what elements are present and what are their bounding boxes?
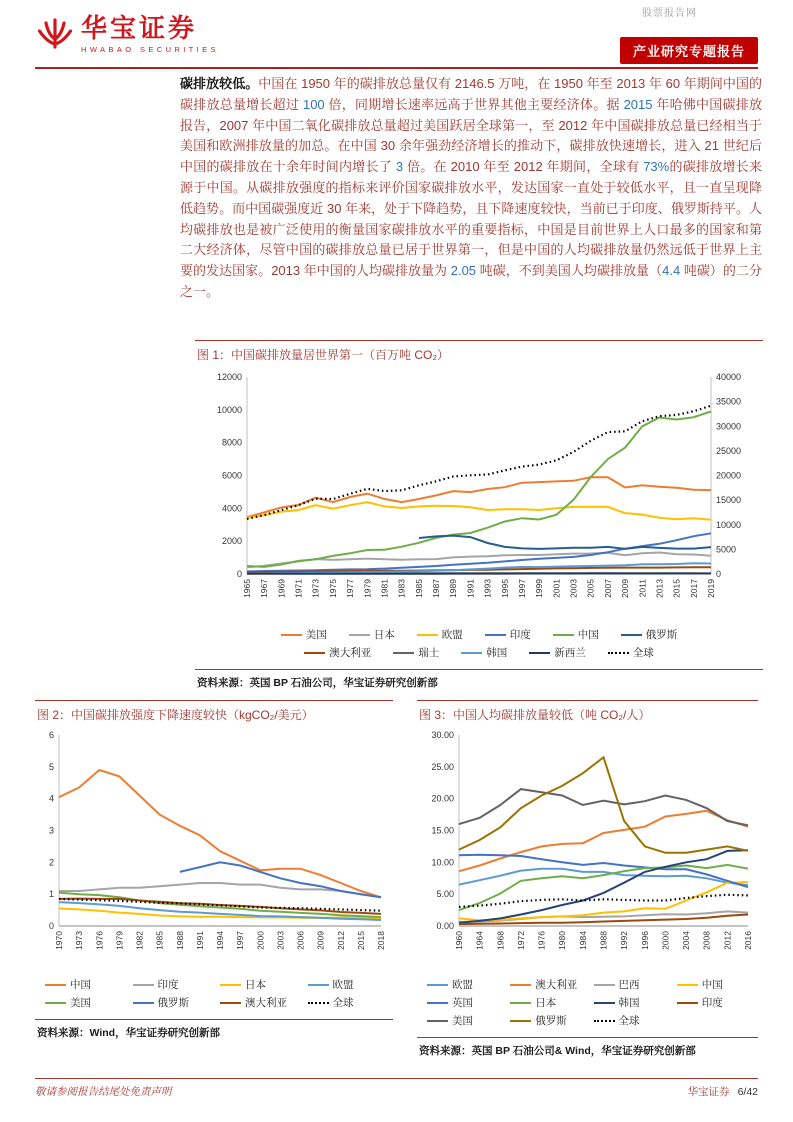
svg-text:30.00: 30.00 (431, 730, 454, 740)
legend-item-全球 (608, 645, 654, 660)
svg-text:2000: 2000 (221, 536, 242, 547)
legend-swatch (485, 634, 506, 636)
svg-text:1997: 1997 (516, 579, 527, 598)
legend-swatch (510, 1020, 531, 1022)
svg-text:0: 0 (236, 569, 242, 579)
svg-text:1969: 1969 (276, 579, 287, 598)
legend-row (417, 977, 758, 992)
legend-label: 瑞士 (418, 647, 440, 659)
svg-text:1972: 1972 (515, 931, 526, 950)
text-run: 倍。在 2010 年至 2012 年期间，全球有 (403, 159, 644, 175)
svg-text:1980: 1980 (557, 931, 568, 950)
body-paragraph (180, 74, 762, 303)
text-run: 中国在 1950 年的碳排放总量仅有 2146.5 万吨，在 1950 年至 2013 年 60 年期间中国的碳排放总量增长超过 (180, 76, 762, 112)
svg-text:2018: 2018 (376, 931, 386, 950)
legend-item-俄罗斯 (510, 1013, 567, 1028)
legend-item-中国 (677, 977, 723, 992)
huabao-logo-icon (35, 14, 75, 54)
legend-item-印度 (485, 627, 531, 642)
legend-swatch (529, 652, 550, 654)
legend-label: 澳大利亚 (245, 997, 287, 1009)
svg-text:1994: 1994 (215, 931, 225, 950)
svg-text:1976: 1976 (94, 931, 105, 950)
svg-text:2009: 2009 (315, 931, 326, 950)
svg-text:1988: 1988 (598, 931, 609, 950)
huabao-logo (35, 14, 219, 54)
svg-text:1968: 1968 (495, 931, 506, 950)
text-run: 4.4 (662, 263, 681, 279)
svg-text:4: 4 (48, 793, 54, 804)
svg-text:2003: 2003 (568, 579, 579, 598)
legend-item-美国 (45, 995, 91, 1010)
legend-swatch (594, 984, 615, 986)
svg-text:1996: 1996 (639, 931, 650, 950)
svg-text:2016: 2016 (743, 931, 753, 950)
svg-text:2001: 2001 (551, 579, 562, 598)
legend-item-澳大利亚 (220, 995, 287, 1010)
svg-text:2012: 2012 (722, 931, 733, 950)
svg-text:1991: 1991 (465, 579, 476, 598)
legend-item-中国 (553, 627, 599, 642)
legend-item-美国 (281, 627, 327, 642)
svg-text:25.00: 25.00 (431, 761, 454, 772)
svg-text:35000: 35000 (716, 396, 742, 407)
legend-row (35, 995, 393, 1010)
svg-text:40000: 40000 (716, 372, 742, 382)
svg-text:1985: 1985 (154, 931, 165, 950)
page-header (35, 14, 758, 66)
logo-name-cn: 华宝证券 (81, 13, 198, 44)
legend-label: 中国 (70, 979, 91, 991)
svg-text:1988: 1988 (174, 931, 185, 950)
legend-item-英国 (427, 995, 473, 1010)
legend-label: 欧盟 (452, 979, 473, 991)
series-lines (247, 406, 711, 574)
text-run: 2015 (623, 96, 653, 112)
svg-text:30000: 30000 (716, 421, 742, 432)
text-run: 的碳排放增长来源于中国。从碳排放强度的指标来评价国家碳排放水平，发达国家一直处于较低水平，且一直呈现降低趋势。而中国碳强度近 30 年来，处于下降趋势，且下降速度较快，当前已于印度、俄罗斯持平。人均碳排放也是被广泛使用的衡量国家碳排放水平的重要指标，中国是目前世界上人口最多的国家和第二大经济体，尽管中国的碳排放总量已居于世界第一，但是中国的人均碳排放量仍然远低于世界上主要的发达国家。2013 年中国的人均碳排放量为 (180, 159, 762, 279)
legend-item-韩国 (594, 995, 640, 1010)
svg-text:1982: 1982 (134, 931, 145, 950)
legend-item-日本 (510, 995, 556, 1010)
svg-text:10000: 10000 (716, 519, 742, 530)
svg-text:1964: 1964 (474, 931, 485, 950)
svg-text:2004: 2004 (681, 931, 692, 950)
x-axis-labels (454, 931, 753, 950)
legend-item-俄罗斯 (621, 627, 678, 642)
svg-text:2017: 2017 (688, 579, 699, 598)
svg-text:1979: 1979 (362, 579, 373, 598)
legend-item-欧盟 (308, 977, 354, 992)
legend-label: 日本 (245, 979, 266, 991)
svg-text:0.00: 0.00 (436, 921, 454, 931)
legend-label: 欧盟 (332, 979, 354, 991)
text-run: 3 (395, 159, 404, 175)
logo-text (81, 14, 219, 54)
legend-swatch (461, 652, 482, 654)
legend-label: 巴西 (618, 979, 640, 991)
legend-row (417, 995, 758, 1010)
svg-text:2008: 2008 (701, 931, 712, 950)
logo-name-en: HWABAO SECURITIES (81, 44, 219, 54)
legend-item-日本 (220, 977, 266, 992)
text-run: 100 (302, 96, 325, 112)
legend-swatch (677, 1002, 698, 1004)
legend-swatch (281, 634, 302, 636)
legend-swatch (417, 634, 438, 636)
legend-swatch (621, 634, 642, 636)
svg-text:1971: 1971 (293, 579, 304, 598)
legend-swatch (677, 984, 698, 986)
svg-text:25000: 25000 (716, 445, 742, 456)
svg-text:1991: 1991 (194, 931, 205, 950)
legend-label: 俄罗斯 (535, 1015, 567, 1027)
legend-label: 全球 (332, 997, 354, 1009)
legend-item-日本 (349, 627, 395, 642)
legend-label: 全球 (632, 647, 654, 659)
legend-swatch (308, 1002, 329, 1004)
svg-text:15000: 15000 (716, 495, 742, 506)
svg-text:2015: 2015 (671, 579, 682, 598)
legend-swatch (133, 1002, 154, 1004)
text-run: 吨碳，不到美国人均碳排放量（ (476, 263, 663, 279)
svg-text:2000: 2000 (660, 931, 671, 950)
legend-swatch (510, 984, 531, 986)
legend-label: 中国 (701, 979, 723, 991)
svg-text:5.00: 5.00 (436, 889, 454, 900)
legend-label: 俄罗斯 (157, 997, 189, 1009)
legend-swatch (553, 634, 574, 636)
svg-text:1997: 1997 (235, 931, 246, 950)
y-axis-labels (49, 730, 54, 931)
legend-label: 韩国 (618, 997, 640, 1009)
svg-text:2015: 2015 (355, 931, 366, 950)
legend-row (417, 1013, 758, 1028)
series-全球 (459, 895, 748, 907)
legend-label: 英国 (452, 997, 473, 1009)
svg-text:2009: 2009 (620, 579, 631, 598)
series-中国 (247, 412, 711, 567)
series-lines (459, 757, 748, 924)
legend-item-欧盟 (417, 627, 463, 642)
svg-text:2012: 2012 (335, 931, 346, 950)
svg-text:2013: 2013 (654, 579, 665, 598)
svg-text:5000: 5000 (716, 544, 737, 555)
legend-item-印度 (133, 977, 179, 992)
legend-label: 俄罗斯 (645, 629, 678, 641)
legend-swatch (393, 652, 414, 654)
legend-item-欧盟 (427, 977, 473, 992)
legend-label: 全球 (618, 1015, 640, 1027)
svg-text:1973: 1973 (310, 579, 321, 598)
legend-item-中国 (45, 977, 91, 992)
svg-text:1992: 1992 (619, 931, 630, 950)
figure-2-legend (35, 972, 393, 1019)
footer-brand: 华宝证券 (687, 1086, 730, 1098)
text-run: 2.05 (450, 263, 477, 279)
legend-label: 新西兰 (554, 647, 586, 659)
legend-item-澳大利亚 (510, 977, 577, 992)
svg-text:1977: 1977 (345, 579, 356, 598)
svg-text:15.00: 15.00 (431, 825, 454, 836)
svg-text:20000: 20000 (716, 470, 742, 481)
svg-text:0: 0 (716, 569, 722, 579)
legend-swatch (304, 652, 325, 654)
figure-2-source: 资料来源：Wind，华宝证券研究创新部 (37, 1027, 221, 1039)
figure-1-title: 图 1：中国碳排放量居世界第一（百万吨 CO₂） (197, 348, 450, 362)
legend-swatch (427, 1002, 448, 1004)
svg-text:6000: 6000 (221, 470, 242, 481)
svg-text:2011: 2011 (637, 579, 648, 598)
svg-text:5: 5 (48, 761, 54, 772)
series-lines (59, 770, 381, 920)
svg-text:1989: 1989 (448, 579, 459, 598)
legend-swatch (608, 652, 629, 654)
legend-row (35, 977, 393, 992)
series-欧盟 (459, 869, 748, 886)
svg-text:12000: 12000 (216, 372, 242, 382)
legend-item-美国 (427, 1013, 473, 1028)
svg-text:1970: 1970 (54, 931, 64, 950)
legend-label: 美国 (305, 629, 327, 641)
text-run: 年哈佛中国碳排放报告，2007 年中国二氧化碳排放总量超过美国跃居全球第一，至 2012 年中国碳排放总量已经相当于美国和欧洲排放量的加总。在中国 30 余年强劲经济增长的推动下，碳排放快速增长，进入 21 世纪后中国的碳排放在十余年时间内增长了 (180, 96, 762, 175)
figure-1-chart (195, 367, 763, 622)
series-欧盟 (247, 502, 711, 520)
series-美国 (459, 789, 748, 825)
legend-label: 美国 (70, 997, 91, 1009)
figure-1-svg (195, 367, 763, 622)
svg-text:1981: 1981 (379, 579, 390, 598)
svg-text:8000: 8000 (221, 437, 242, 448)
legend-label: 印度 (701, 997, 723, 1009)
svg-text:1999: 1999 (534, 579, 545, 598)
svg-text:10000: 10000 (216, 404, 242, 415)
series-俄罗斯 (459, 757, 748, 853)
svg-text:6: 6 (48, 730, 54, 740)
svg-text:4000: 4000 (221, 503, 242, 514)
legend-swatch (594, 1020, 615, 1022)
svg-text:2005: 2005 (585, 579, 596, 598)
legend-swatch (594, 1002, 615, 1004)
figure-3-source: 资料来源：英国 BP 石油公司& Wind，华宝证券研究创新部 (419, 1045, 696, 1057)
figure-2 (35, 700, 393, 1058)
legend-label: 澳大利亚 (535, 979, 578, 991)
legend-label: 印度 (157, 979, 179, 991)
axes (59, 735, 381, 926)
legend-label: 中国 (577, 629, 599, 641)
legend-item-印度 (677, 995, 723, 1010)
legend-item-瑞士 (393, 645, 439, 660)
legend-swatch (510, 1002, 531, 1004)
footer-divider (35, 1078, 758, 1079)
legend-swatch (308, 984, 329, 986)
x-axis-labels (242, 579, 716, 598)
svg-text:1985: 1985 (413, 579, 424, 598)
figure-2-svg (35, 727, 393, 972)
series-俄罗斯 (180, 862, 381, 897)
svg-text:2019: 2019 (706, 579, 716, 598)
legend-label: 日本 (373, 629, 395, 641)
legend-label: 日本 (535, 997, 557, 1009)
footer-disclaimer: 敬请参阅报告结尾处免责声明 (35, 1086, 172, 1098)
legend-row (195, 645, 763, 660)
legend-label: 印度 (509, 629, 531, 641)
legend-item-澳大利亚 (304, 645, 371, 660)
svg-text:20.00: 20.00 (431, 793, 454, 804)
svg-text:2: 2 (48, 857, 54, 868)
legend-item-韩国 (461, 645, 507, 660)
legend-item-新西兰 (529, 645, 586, 660)
footer-page-number: 6/42 (737, 1086, 758, 1098)
legend-swatch (427, 1020, 448, 1022)
svg-text:2006: 2006 (295, 931, 306, 950)
legend-swatch (220, 984, 241, 986)
axes (459, 735, 748, 926)
figure-3-title: 图 3：中国人均碳排放量较低（吨 CO₂/人） (419, 708, 651, 722)
svg-text:2007: 2007 (602, 579, 613, 598)
svg-text:2003: 2003 (275, 931, 286, 950)
text-run: 吨碳）的二分之一。 (180, 263, 762, 299)
legend-row (195, 627, 763, 642)
y-axis-labels (431, 730, 454, 931)
watermark-text: 股票报告网 (642, 8, 697, 19)
svg-text:1960: 1960 (454, 931, 464, 950)
legend-swatch (220, 1002, 241, 1004)
legend-label: 美国 (452, 1015, 473, 1027)
svg-text:1975: 1975 (327, 579, 338, 598)
series-中国 (59, 770, 381, 897)
svg-text:1995: 1995 (499, 579, 510, 598)
legend-swatch (45, 984, 66, 986)
report-type-badge: 产业研究专题报告 (620, 37, 758, 64)
legend-label: 澳大利亚 (329, 647, 372, 659)
svg-text:3: 3 (48, 825, 54, 836)
legend-swatch (427, 984, 448, 986)
figure-1-source: 资料来源：英国 BP 石油公司，华宝证券研究创新部 (197, 677, 438, 689)
legend-swatch (133, 984, 154, 986)
legend-item-全球 (308, 995, 354, 1010)
text-run: 倍，同期增长速率远高于世界其他主要经济体。据 (324, 96, 624, 112)
text-run: 碳排放较低。 (180, 76, 259, 91)
figure-2-title: 图 2：中国碳排放强度下降速度较快（kgCO₂/美元） (37, 708, 314, 722)
figure-2-chart (35, 727, 393, 972)
figure-1-legend (195, 622, 763, 669)
svg-text:1973: 1973 (74, 931, 85, 950)
figure-3-legend (417, 972, 758, 1037)
legend-swatch (45, 1002, 66, 1004)
svg-text:1967: 1967 (259, 579, 270, 598)
figure-3-chart (417, 727, 758, 972)
legend-label: 欧盟 (441, 629, 463, 641)
series-中国 (459, 882, 748, 920)
page-footer (35, 1084, 758, 1099)
figure-1 (195, 340, 763, 690)
svg-text:1983: 1983 (396, 579, 407, 598)
figure-row (35, 700, 758, 1058)
figure-3 (417, 700, 758, 1058)
svg-text:1979: 1979 (114, 931, 125, 950)
text-run: 73% (643, 159, 670, 175)
legend-label: 韩国 (486, 647, 508, 659)
svg-text:1976: 1976 (536, 931, 547, 950)
legend-item-全球 (594, 1013, 640, 1028)
svg-text:1965: 1965 (242, 579, 252, 598)
legend-item-巴西 (594, 977, 640, 992)
svg-text:1: 1 (48, 889, 54, 900)
svg-text:0: 0 (48, 921, 54, 931)
svg-text:1993: 1993 (482, 579, 493, 598)
footer-page-info (688, 1084, 758, 1099)
svg-text:10.00: 10.00 (431, 857, 454, 868)
svg-text:1987: 1987 (431, 579, 442, 598)
x-axis-labels (54, 931, 386, 950)
svg-text:1984: 1984 (577, 931, 588, 950)
legend-swatch (349, 634, 370, 636)
series-美国 (247, 477, 711, 517)
series-全球 (247, 406, 711, 519)
figure-3-svg (417, 727, 758, 972)
legend-item-俄罗斯 (133, 995, 190, 1010)
svg-text:2000: 2000 (255, 931, 266, 950)
header-divider (35, 67, 758, 69)
